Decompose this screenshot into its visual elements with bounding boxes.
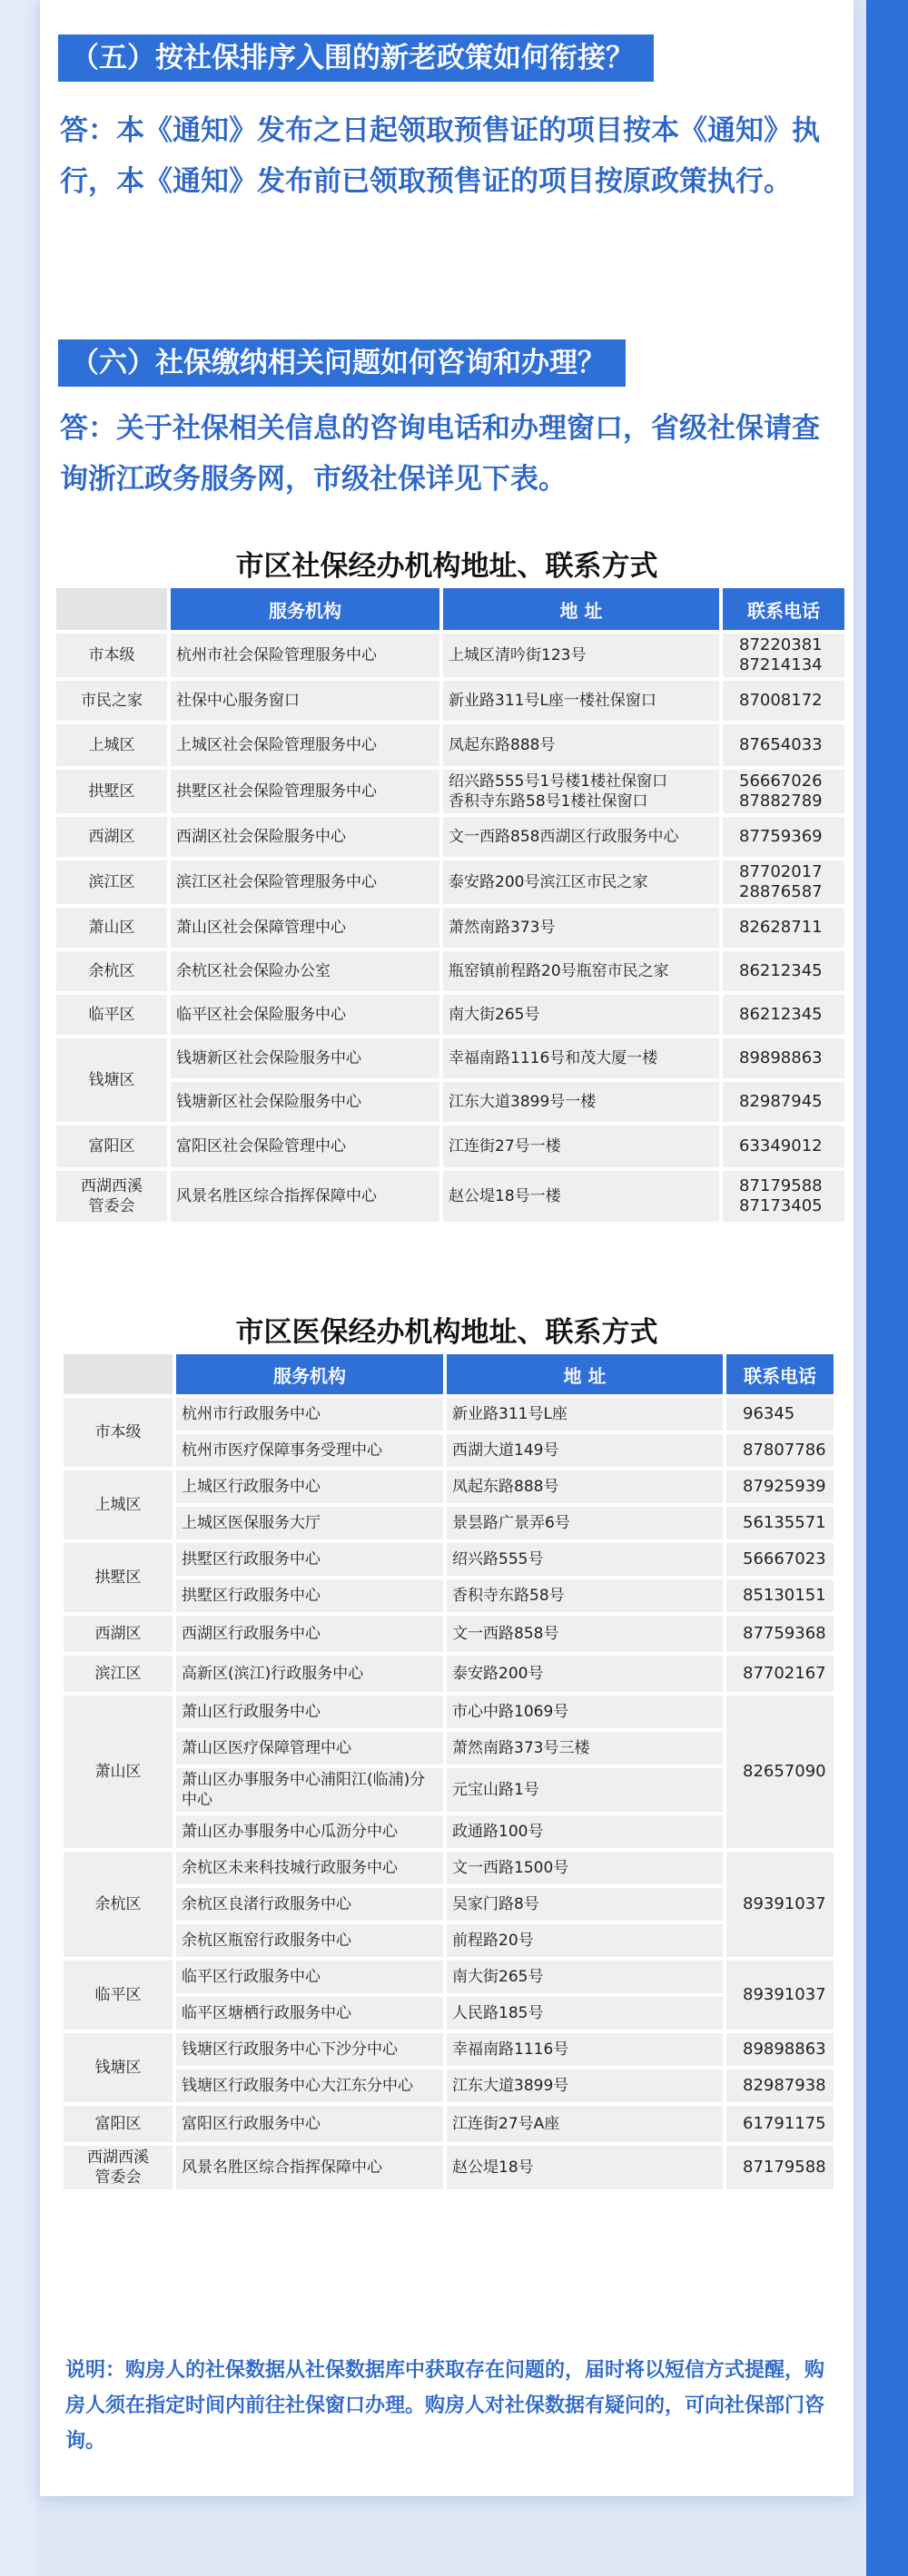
address-cell: 凤起东路888号 — [443, 724, 719, 766]
district-cell: 余杭区 — [64, 1852, 173, 1957]
address-cell: 人民路185号 — [447, 1997, 723, 2030]
service-cell: 萧山区行政服务中心 — [176, 1696, 443, 1728]
district-cell: 市民之家 — [56, 681, 167, 721]
phone-cell: 56667026 87882789 — [723, 770, 844, 813]
phone-cell: 87654033 — [723, 724, 844, 766]
phone-cell: 85130151 — [726, 1579, 834, 1612]
phone-cell: 96345 — [726, 1398, 834, 1431]
service-cell: 临平区社会保险服务中心 — [171, 995, 439, 1035]
table-row — [56, 1038, 844, 1078]
district-cell: 钱塘区 — [64, 2033, 173, 2102]
district-cell: 西湖区 — [56, 817, 167, 857]
phone-cell: 82657090 — [726, 1696, 834, 1848]
phone-cell: 63349012 — [723, 1126, 844, 1167]
service-cell: 萧山区社会保障管理中心 — [171, 908, 439, 948]
phone-cell: 82987945 — [723, 1082, 844, 1122]
address-cell: 吴家门路8号 — [447, 1888, 723, 1921]
table-corner — [56, 588, 167, 630]
address-cell: 瓶窑镇前程路20号瓶窑市民之家 — [443, 951, 719, 991]
address-cell: 香积寺东路58号 — [447, 1579, 723, 1612]
address-cell: 江连街27号A座 — [447, 2106, 723, 2142]
table-row — [64, 1768, 834, 1812]
social-table-title: 市区社保经办机构地址、联系方式 — [235, 550, 658, 583]
table-row — [56, 860, 844, 904]
district-cell: 西湖西溪 管委会 — [64, 2146, 173, 2189]
phone-cell: 87008172 — [723, 681, 844, 721]
section-5-answer: 答：本《通知》发布之日起领取预售证的项目按本《通知》执行，本《通知》发布前已领取预售证的项目按原政策执行。 — [60, 114, 820, 198]
service-cell: 高新区(滨江)行政服务中心 — [176, 1656, 443, 1692]
phone-cell: 82628711 — [723, 908, 844, 948]
address-cell: 赵公堤18号 — [447, 2146, 723, 2189]
district-cell: 市本级 — [64, 1398, 173, 1467]
address-cell: 江东大道3899号一楼 — [443, 1082, 719, 1122]
table-row — [56, 908, 844, 948]
table-row — [64, 1616, 834, 1652]
district-cell: 西湖西溪 管委会 — [56, 1171, 167, 1222]
district-cell: 上城区 — [56, 724, 167, 766]
phone-cell: 87759369 — [723, 817, 844, 857]
phone-cell: 89391037 — [726, 1961, 834, 2030]
table-row — [56, 817, 844, 857]
address-cell: 南大街265号 — [447, 1961, 723, 1993]
table-row — [64, 1398, 834, 1431]
address-cell: 赵公堤18号一楼 — [443, 1171, 719, 1222]
service-cell: 富阳区社会保险管理中心 — [171, 1126, 439, 1167]
service-cell: 临平区行政服务中心 — [176, 1961, 443, 1993]
service-cell: 临平区塘栖行政服务中心 — [176, 1997, 443, 2030]
service-cell: 西湖区行政服务中心 — [176, 1616, 443, 1652]
social-table-body — [56, 634, 844, 1222]
address-cell: 前程路20号 — [447, 1924, 723, 1957]
phone-cell: 82987938 — [726, 2070, 834, 2102]
phone-cell: 56135571 — [726, 1507, 834, 1539]
column-header-phone: 联系电话 — [723, 588, 844, 630]
address-cell: 新业路311号L座一楼社保窗口 — [443, 681, 719, 721]
table-row — [64, 1579, 834, 1612]
service-cell: 钱塘新区社会保险服务中心 — [171, 1038, 439, 1078]
service-cell: 西湖区社会保险服务中心 — [171, 817, 439, 857]
table-row — [64, 2146, 834, 2189]
phone-cell: 87702167 — [726, 1656, 834, 1692]
content-card — [40, 0, 854, 2496]
table-row — [64, 1924, 834, 1957]
address-cell: 景昙路广景弄6号 — [447, 1507, 723, 1539]
address-cell: 凤起东路888号 — [447, 1470, 723, 1503]
table-row — [64, 2070, 834, 2102]
column-header-service: 服务机构 — [171, 588, 439, 630]
section-5-title: （五）按社保排序入围的新老政策如何衔接？ — [58, 34, 654, 82]
table-row — [56, 951, 844, 991]
table-row — [56, 995, 844, 1035]
address-cell: 新业路311号L座 — [447, 1398, 723, 1431]
column-header-address: 地 址 — [447, 1354, 723, 1394]
service-cell: 杭州市行政服务中心 — [176, 1398, 443, 1431]
table-row — [64, 1543, 834, 1576]
table-row — [64, 1815, 834, 1848]
table-row — [56, 1082, 844, 1122]
phone-cell: 87179588 87173405 — [723, 1171, 844, 1222]
service-cell: 上城区社会保险管理服务中心 — [171, 724, 439, 766]
phone-cell: 86212345 — [723, 995, 844, 1035]
address-cell: 文一西路858西湖区行政服务中心 — [443, 817, 719, 857]
service-cell: 社保中心服务窗口 — [171, 681, 439, 721]
service-cell: 风景名胜区综合指挥保障中心 — [171, 1171, 439, 1222]
district-cell: 拱墅区 — [64, 1543, 173, 1612]
service-cell: 风景名胜区综合指挥保障中心 — [176, 2146, 443, 2189]
medical-insurance-table — [60, 1351, 837, 2193]
service-cell: 富阳区行政服务中心 — [176, 2106, 443, 2142]
table-row — [64, 1696, 834, 1728]
section-6-title: （六）社保缴纳相关问题如何咨询和办理？ — [58, 339, 626, 387]
service-cell: 钱塘区行政服务中心下沙分中心 — [176, 2033, 443, 2066]
phone-cell: 86212345 — [723, 951, 844, 991]
district-cell: 富阳区 — [64, 2106, 173, 2142]
district-cell: 钱塘区 — [56, 1038, 167, 1122]
left-background-strip — [0, 0, 36, 2576]
service-cell: 滨江区社会保险管理服务中心 — [171, 860, 439, 904]
service-cell: 拱墅区行政服务中心 — [176, 1579, 443, 1612]
district-cell: 西湖区 — [64, 1616, 173, 1652]
address-cell: 绍兴路555号1号楼1楼社保窗口 香积寺东路58号1楼社保窗口 — [443, 770, 719, 813]
address-cell: 萧然南路373号 — [443, 908, 719, 948]
phone-cell: 87220381 87214134 — [723, 634, 844, 677]
medical-table-title: 市区医保经办机构地址、联系方式 — [235, 1316, 658, 1349]
service-cell: 上城区行政服务中心 — [176, 1470, 443, 1503]
table-row — [64, 1888, 834, 1921]
service-cell: 萧山区办事服务中心浦阳江(临浦)分中心 — [176, 1768, 443, 1812]
phone-cell: 87179588 — [726, 2146, 834, 2189]
table-row — [64, 1997, 834, 2030]
service-cell: 杭州市社会保险管理服务中心 — [171, 634, 439, 677]
district-cell: 拱墅区 — [56, 770, 167, 813]
service-cell: 钱塘区行政服务中心大江东分中心 — [176, 2070, 443, 2102]
table-row — [56, 1171, 844, 1222]
district-cell: 萧山区 — [64, 1696, 173, 1848]
service-cell: 余杭区良渚行政服务中心 — [176, 1888, 443, 1921]
service-cell: 余杭区未来科技城行政服务中心 — [176, 1852, 443, 1884]
district-cell: 临平区 — [64, 1961, 173, 2030]
address-cell: 南大街265号 — [443, 995, 719, 1035]
table-row — [56, 770, 844, 813]
district-cell: 滨江区 — [64, 1656, 173, 1692]
table-row — [64, 1656, 834, 1692]
service-cell: 余杭区瓶窑行政服务中心 — [176, 1924, 443, 1957]
table-row — [64, 2033, 834, 2066]
table-row — [64, 1732, 834, 1765]
phone-cell: 89391037 — [726, 1852, 834, 1957]
table-row — [56, 724, 844, 766]
district-cell: 上城区 — [64, 1470, 173, 1539]
service-cell: 余杭区社会保险办公室 — [171, 951, 439, 991]
district-cell: 富阳区 — [56, 1126, 167, 1167]
address-cell: 西湖大道149号 — [447, 1434, 723, 1467]
table-row — [64, 1852, 834, 1884]
section-6-answer: 答：关于社保相关信息的咨询电话和办理窗口，省级社保请查询浙江政务服务网，市级社保详见下表。 — [60, 412, 820, 496]
address-cell: 幸福南路1116号 — [447, 2033, 723, 2066]
phone-cell: 61791175 — [726, 2106, 834, 2142]
phone-cell: 87702017 28876587 — [723, 860, 844, 904]
address-cell: 萧然南路373号三楼 — [447, 1732, 723, 1765]
table-corner — [64, 1354, 173, 1394]
service-cell: 拱墅区行政服务中心 — [176, 1543, 443, 1576]
address-cell: 幸福南路1116号和茂大厦一楼 — [443, 1038, 719, 1078]
column-header-service: 服务机构 — [176, 1354, 443, 1394]
address-cell: 元宝山路1号 — [447, 1768, 723, 1812]
address-cell: 泰安路200号滨江区市民之家 — [443, 860, 719, 904]
phone-cell: 56667023 — [726, 1543, 834, 1576]
service-cell: 拱墅区社会保险管理服务中心 — [171, 770, 439, 813]
address-cell: 上城区清吟街123号 — [443, 634, 719, 677]
phone-cell: 87807786 — [726, 1434, 834, 1467]
service-cell: 上城区医保服务大厅 — [176, 1507, 443, 1539]
column-header-phone: 联系电话 — [726, 1354, 834, 1394]
table-row — [64, 1507, 834, 1539]
district-cell: 滨江区 — [56, 860, 167, 904]
column-header-address: 地 址 — [443, 588, 719, 630]
address-cell: 江连街27号一楼 — [443, 1126, 719, 1167]
table-row — [64, 1434, 834, 1467]
medical-table-body — [64, 1398, 834, 2189]
right-accent-strip — [866, 0, 908, 2576]
address-cell: 文一西路858号 — [447, 1616, 723, 1652]
table-row — [64, 1470, 834, 1503]
service-cell: 杭州市医疗保障事务受理中心 — [176, 1434, 443, 1467]
footnote: 说明：购房人的社保数据从社保数据库中获取存在问题的，届时将以短信方式提醒，购房人须在指定时间内前往社保窗口办理。购房人对社保数据有疑问的，可向社保部门咨询。 — [65, 2359, 825, 2453]
phone-cell: 87925939 — [726, 1470, 834, 1503]
address-cell: 文一西路1500号 — [447, 1852, 723, 1884]
service-cell: 萧山区医疗保障管理中心 — [176, 1732, 443, 1765]
address-cell: 泰安路200号 — [447, 1656, 723, 1692]
district-cell: 临平区 — [56, 995, 167, 1035]
table-row — [56, 681, 844, 721]
service-cell: 钱塘新区社会保险服务中心 — [171, 1082, 439, 1122]
table-row — [64, 1961, 834, 1993]
district-cell: 市本级 — [56, 634, 167, 677]
phone-cell: 87759368 — [726, 1616, 834, 1652]
table-row — [56, 634, 844, 677]
social-insurance-table — [53, 585, 848, 1225]
phone-cell: 89898863 — [726, 2033, 834, 2066]
district-cell: 萧山区 — [56, 908, 167, 948]
service-cell: 萧山区办事服务中心瓜沥分中心 — [176, 1815, 443, 1848]
address-cell: 政通路100号 — [447, 1815, 723, 1848]
address-cell: 江东大道3899号 — [447, 2070, 723, 2102]
phone-cell: 89898863 — [723, 1038, 844, 1078]
table-row — [64, 2106, 834, 2142]
address-cell: 绍兴路555号 — [447, 1543, 723, 1576]
table-row — [56, 1126, 844, 1167]
district-cell: 余杭区 — [56, 951, 167, 991]
address-cell: 市心中路1069号 — [447, 1696, 723, 1728]
